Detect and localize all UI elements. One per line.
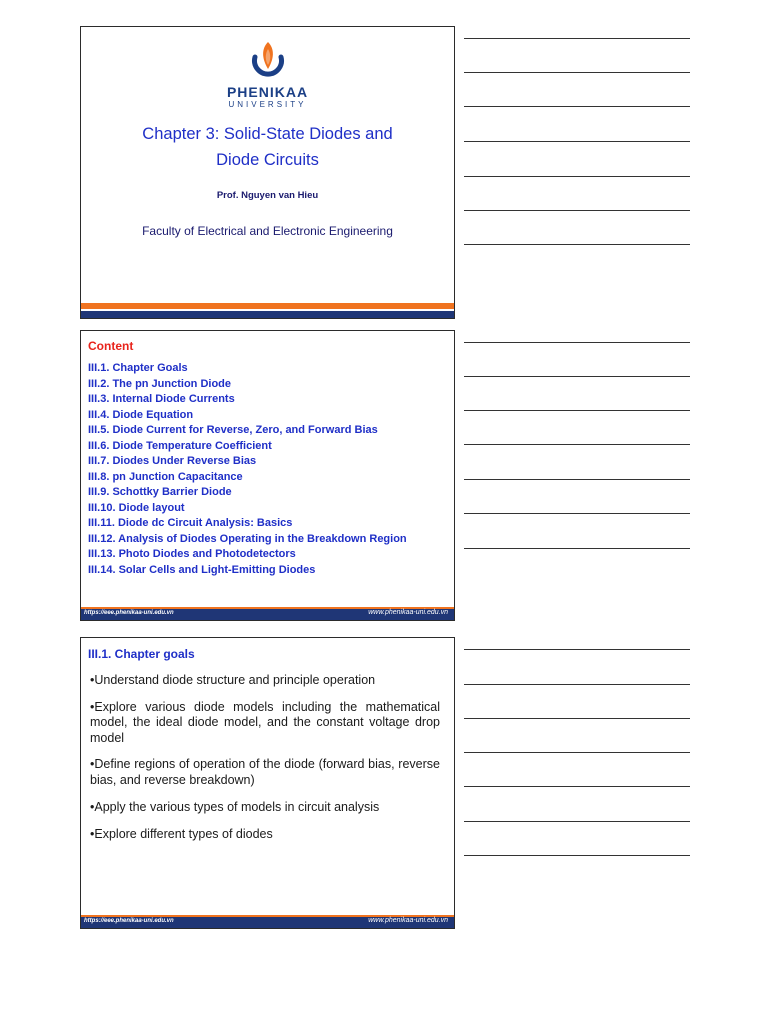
note-line (464, 244, 690, 245)
note-line (464, 548, 690, 549)
toc-item: III.7. Diodes Under Reverse Bias (88, 455, 257, 467)
note-line (464, 342, 690, 343)
phenikaa-logo-icon (246, 39, 290, 83)
table-of-contents (88, 361, 407, 578)
goals-list (90, 673, 440, 853)
toc-item: III.13. Photo Diodes and Photodetectors (88, 548, 296, 560)
note-line (464, 106, 690, 107)
toc-item: III.9. Schottky Barrier Diode (88, 486, 232, 498)
faculty-name: Faculty of Electrical and Electronic Engineering (142, 224, 393, 238)
note-line (464, 479, 690, 480)
content-heading: Content (88, 339, 134, 353)
slide-footer (81, 607, 454, 620)
toc-item: III.5. Diode Current for Reverse, Zero, and Forward Bias (88, 424, 378, 436)
toc-item: III.4. Diode Equation (88, 408, 194, 421)
toc-item: III.14. Solar Cells and Light-Emitting Diodes (88, 563, 316, 576)
toc-item: III.10. Diode layout (88, 501, 185, 514)
toc-item: III.1. Chapter Goals (88, 362, 188, 374)
note-line (464, 410, 690, 411)
note-line (464, 786, 690, 787)
title-slide (80, 26, 455, 319)
brand-name: PHENIKAA (226, 84, 309, 100)
toc-item: III.11. Diode dc Circuit Analysis: Basics (88, 517, 293, 529)
slide-footer (81, 915, 454, 928)
note-line (464, 376, 690, 377)
author-name: Prof. Nguyen van Hieu (216, 190, 319, 201)
footer-university-url: www.phenikaa-uni.edu.vn (368, 609, 448, 616)
goal-item: •Define regions of operation of the diode (forward bias, reverse bias, and reverse breakdown) (90, 757, 440, 787)
goals-heading: III.1. Chapter goals (88, 647, 195, 661)
goal-item: •Apply the various types of models in circuit analysis (90, 800, 380, 814)
note-line (464, 72, 690, 73)
toc-item: III.2. The pn Junction Diode (88, 377, 232, 390)
navy-bar (81, 311, 454, 318)
note-line (464, 38, 690, 39)
note-line (464, 649, 690, 650)
content-slide (80, 330, 455, 621)
chapter-title-line1: Chapter 3: Solid-State Diodes and (142, 125, 393, 143)
note-line (464, 855, 690, 856)
goal-item: •Explore different types of diodes (90, 826, 273, 841)
note-line (464, 176, 690, 177)
goal-item: •Explore various diode models including the mathematical model, the ideal diode model, and the constant voltage drop model (90, 699, 440, 745)
goal-item: •Understand diode structure and principle operation (90, 673, 376, 687)
university-logo (81, 39, 454, 109)
note-line (464, 210, 690, 211)
toc-item: III.12. Analysis of Diodes Operating in the Breakdown Region (88, 532, 407, 545)
note-line (464, 752, 690, 753)
chapter-title-line2: Diode Circuits (216, 151, 319, 169)
note-line (464, 141, 690, 142)
note-line (464, 821, 690, 822)
note-line (464, 513, 690, 514)
footer-university-url: www.phenikaa-uni.edu.vn (368, 917, 448, 924)
toc-item: III.6. Diode Temperature Coefficient (88, 439, 272, 452)
chapter-goals-slide (80, 637, 455, 929)
toc-item: III.8. pn Junction Capacitance (88, 470, 243, 483)
note-line (464, 444, 690, 445)
footer-faculty-url: https://eee.phenikaa-uni.edu.vn (84, 918, 174, 924)
toc-item: III.3. Internal Diode Currents (88, 393, 235, 405)
chapter-title (81, 121, 454, 173)
title-footer-bars (81, 303, 454, 318)
brand-subtitle: UNIVERSITY (228, 100, 307, 109)
footer-faculty-url: https://eee.phenikaa-uni.edu.vn (84, 610, 174, 616)
note-line (464, 684, 690, 685)
note-line (464, 718, 690, 719)
